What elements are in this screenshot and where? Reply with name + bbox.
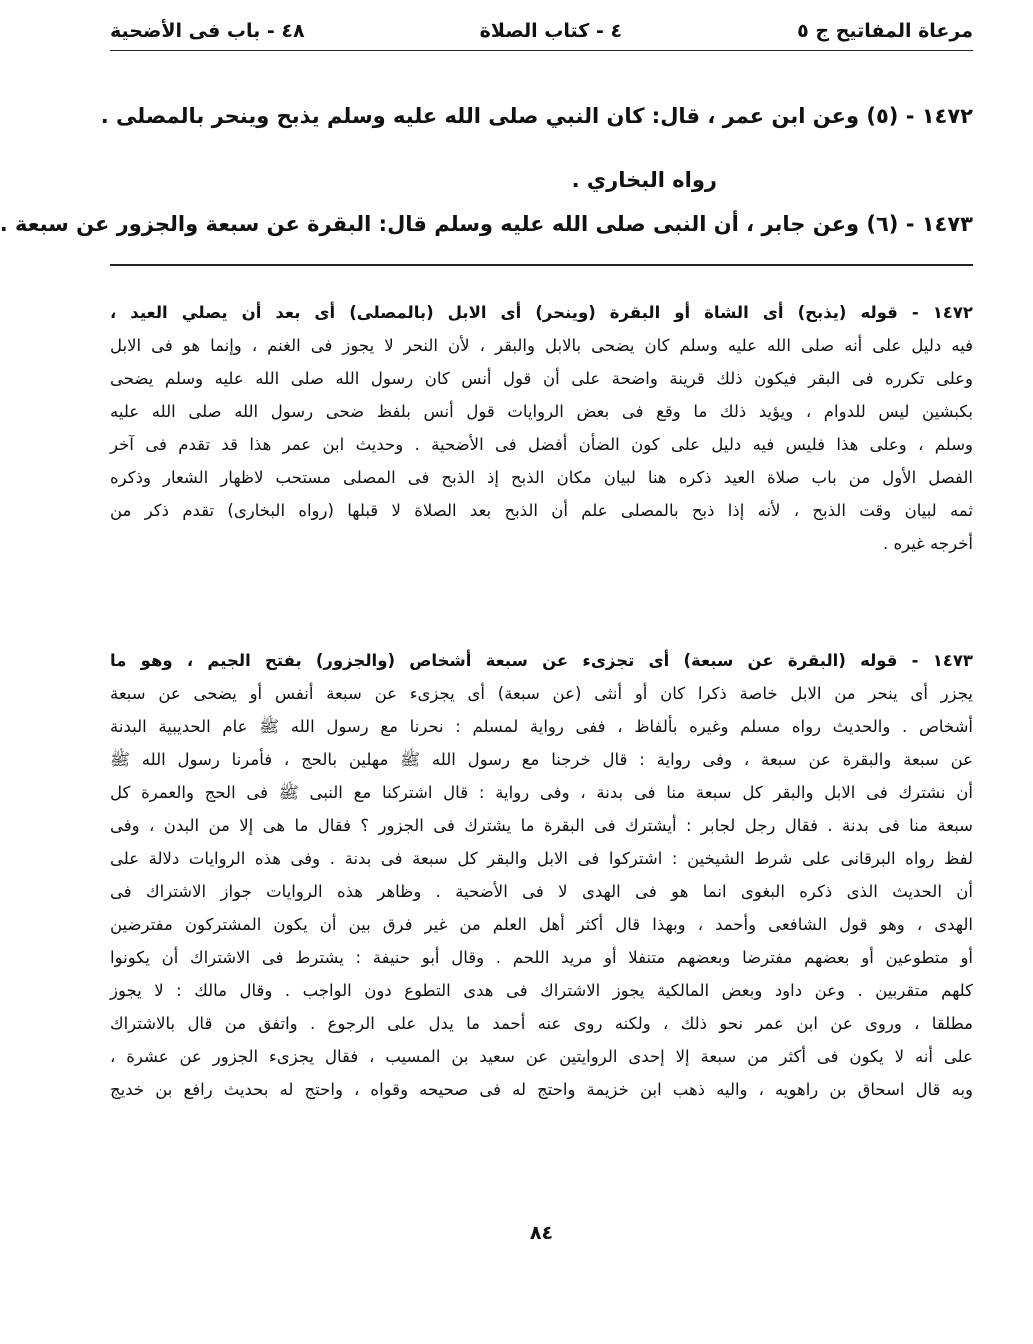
commentary-line: ثمه لبيان وقت الذبح ، لأنه إذا ذبح بالمصلى علم أن الذبح بعد الصلاة لا قبلها (رواه البخارى) تقدم ذكر من bbox=[110, 501, 973, 520]
commentary-line: وبه قال اسحاق بن راهويه ، واليه ذهب ابن خزيمة واحتج له فى صحيحه وقواه ، واحتج له بحديث رافع بن خديج bbox=[110, 1080, 973, 1099]
commentary-line: الهدى ، وهو قول الشافعى وأحمد ، وبهذا قال أكثر أهل العلم من غير فرق بين أن يكون المشتركون مفترضين bbox=[110, 915, 973, 934]
section-title: ٤٨ - باب فى الأضحية bbox=[110, 20, 305, 42]
header-divider bbox=[110, 50, 973, 51]
chapter-title: ٤ - كتاب الصلاة bbox=[479, 20, 623, 42]
commentary-line: أخرجه غيره . bbox=[882, 534, 973, 553]
running-header bbox=[110, 14, 973, 48]
commentary-1473 bbox=[110, 644, 973, 1106]
commentary-line: ١٤٧٢ - قوله (يذبح) أى الشاة أو البقرة (وينحر) أى الابل (بالمصلى) أى بعد أن يصلي العيد ، bbox=[110, 303, 973, 322]
commentary-1472 bbox=[110, 296, 973, 560]
commentary-line: عن سبعة والبقرة عن سبعة ، وفى رواية : قال خرجنا مع رسول الله ﷺ مهلين بالحج ، فأمرنا رسول الله ﷺ bbox=[110, 750, 973, 769]
page-number: ٨٤ bbox=[529, 1222, 554, 1244]
commentary-line: على أنه لا يكون فى أكثر من سبعة إلا إحدى الروايتين عن سعيد بن المسيب ، فقال يجزىء الجزور عن عشرة ، bbox=[110, 1047, 973, 1066]
commentary-line: يجزر أى ينحر من الابل خاصة ذكرا كان أو أنثى (عن سبعة) أى يجزىء عن سبعة أنفس أو يضحى عن سبعة bbox=[110, 684, 973, 703]
commentary-line: لفظ رواه البرقانى على شرط الشيخين : اشتركوا فى الابل والبقر كل سبعة فى بدنة . وفى هذه الروايات دلالة على bbox=[110, 849, 973, 868]
commentary-line: أن الحديث الذى ذكره البغوى انما هو فى الهدى لا فى الأضحية . وظاهر هذه الروايات جواز الاشتراك فى bbox=[110, 882, 973, 901]
book-title: مرعاة المفاتيح ج ٥ bbox=[797, 20, 973, 42]
hadith-1472-source: رواه البخاري . bbox=[571, 168, 717, 192]
commentary-line: سبعة منا فى بدنة . فقال رجل لجابر : أيشترك فى البقرة ما يشترك فى الجزور ؟ فقال ما هى إلا من البدن ، وفى bbox=[110, 816, 973, 835]
commentary-line: وعلى تكرره فى البقر فيكون ذلك قرينة واضحة على أن قول أنس كان رسول الله صلى الله عليه وسلم يضحى bbox=[110, 369, 973, 388]
commentary-line: فيه دليل على أنه صلى الله عليه وسلم كان يضحى بالابل والبقر ، لأن النحر لا يجوز فى الغنم ، وإنما هو فى الابل bbox=[110, 336, 973, 355]
commentary-line: أن نشترك فى الابل والبقر كل سبعة منا فى بدنة ، وفى رواية : قال اشتركنا مع النبى ﷺ فى الحج والعمرة كل bbox=[110, 783, 973, 802]
text-commentary-divider bbox=[110, 264, 973, 266]
commentary-line: وسلم ، وعلى هذا فليس فيه دليل على كون الضأن أفضل فى الأضحية . وحديث ابن عمر هذا قد تقدم فى آخر bbox=[110, 435, 973, 454]
hadith-1472-text: ١٤٧٢ - (٥) وعن ابن عمر ، قال: كان النبي صلى الله عليه وسلم يذبح وينحر بالمصلى . bbox=[100, 104, 973, 128]
commentary-line: أشخاص . والحديث رواه مسلم وغيره بألفاظ ، ففى رواية لمسلم : نحرنا مع رسول الله ﷺ عام الحديبية البدنة bbox=[110, 717, 973, 736]
commentary-line: بكبشين ليس للدوام ، ويؤيد ذلك ما وقع فى بعض الروايات قول أنس بلفظ ضحى رسول الله صلى الله عليه bbox=[110, 402, 973, 421]
commentary-line: مطلقا ، وروى عن ابن عمر نحو ذلك ، ولكنه روى عنه أحمد ما يدل على الرجوع . واتفق من قال بالاشتراك bbox=[110, 1014, 973, 1033]
commentary-line: ١٤٧٣ - قوله (البقرة عن سبعة) أى تجزىء عن سبعة أشخاص (والجزور) بفتح الجيم ، وهو ما bbox=[110, 651, 973, 670]
commentary-line: كلهم متقربين . وعن داود وبعض المالكية يجوز الاشتراك فى هدى التطوع دون الواجب . وقال مالك : لا يجوز bbox=[110, 981, 973, 1000]
commentary-line: الفصل الأول من باب صلاة العيد ذكره هنا لبيان مكان الذبح إذ الذبح فى المصلى مستحب لاظهار الشعار وذكره bbox=[110, 468, 973, 487]
commentary-line: أو متطوعين أو بعضهم مفترضا وبعضهم متنفلا أو مريد اللحم . وقال أبو حنيفة : يشترط فى الاشتراك أن يكونوا bbox=[110, 948, 973, 967]
hadith-1473-text: ١٤٧٣ - (٦) وعن جابر ، أن النبى صلى الله عليه وسلم قال: البقرة عن سبعة والجزور عن سبعة . bbox=[0, 212, 973, 236]
